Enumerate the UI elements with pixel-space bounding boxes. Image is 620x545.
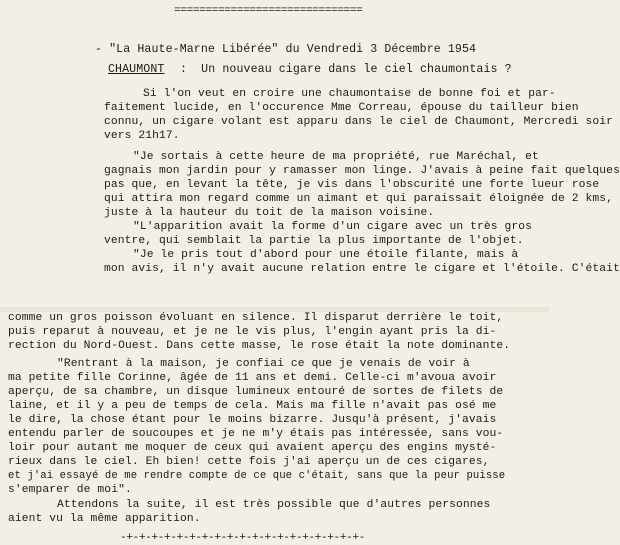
text-line: ma petite fille Corinne, âgée de 11 ans et demi. Celle-ci m'avoua avoir [8,372,497,384]
text-line: faitement lucide, en l'occurence Mme Correau, épouse du tailleur bien [104,102,579,114]
text-line: comme un gros poisson évoluant en silence. Il disparut derrière le toit, [8,312,504,324]
text-line: puis reparut à nouveau, et je ne le vis plus, l'engin ayant pris la di- [8,326,497,338]
text-line: gagnais mon jardin pour y ramasser mon linge. J'avais à peine fait quelques [104,165,620,177]
text-line: aient vu la même apparition. [8,513,201,525]
text-line: aperçu, de sa chambre, un disque lumineux entouré de sortes de filets de [8,386,504,398]
text-line: rieux dans le ciel. Eh bien! cette fois j'ai aperçu un de ces cigares, [8,456,490,468]
text-line: Attendons la suite, il est très possible que d'autres personnes [57,499,491,511]
place-name: CHAUMONT [108,63,165,76]
text-line: s'emparer de moi". [8,484,132,496]
text-line: juste à la hauteur du toit de la maison voisine. [104,207,435,219]
text-line: et j'ai essayé de me rendre compte de ce que c'était, sans que la peur puisse [8,470,506,482]
text-line: mon avis, il n'y avait aucune relation entre le cigare et l'étoile. C'était [104,263,620,275]
text-line: "L'apparition avait la forme d'un cigare avec un très gros [133,221,532,233]
top-rule: ============================== [174,5,363,17]
text-line: "Je le pris tout d'abord pour une étoile filante, mais à [133,249,519,261]
text-line: laine, et il y a peu de temps de cela. Mais ma fille n'avait pas osé me [8,400,497,412]
text-line: Si l'on veut en croire une chaumontaise de bonne foi et par- [143,88,556,100]
text-line: rection du Nord-Ouest. Dans cette masse, le rose était la note dominante. [8,340,511,352]
text-line: ventre, qui semblait la partie la plus importante de l'objet. [104,235,524,247]
text-line: qui attira mon regard comme un aimant et qui paraissait éloignée de 2 kms, [104,193,614,205]
text-line: entendu parler de soucoupes et je ne m'y étais pas intéressée, sans vou- [8,428,504,440]
text-line: loir pour autant me moquer de ceux qui avaient aperçu des engins mysté- [8,442,497,454]
text-line: vers 21h17. [104,130,180,142]
text-line: "Je sortais à cette heure de ma propriété, rue Maréchal, et [133,151,539,163]
text-line: le dire, la chose étant pour le moins bizarre. Jusqu'à présent, j'avais [8,414,497,426]
headline: : Un nouveau cigare dans le ciel chaumontais ? [180,63,512,76]
text-line: "Rentrant à la maison, je confiai ce que je venais de voir à [57,358,470,370]
text-line: pas que, en levant la tête, je vis dans l'obscurité une forte lueur rose [104,179,600,191]
bottom-rule: -+-+-+-+-+-+-+-+-+-+-+-+-+-+-+-+-+-+-+- [120,532,365,544]
text-line: connu, un cigare volant est apparu dans le ciel de Chaumont, Mercredi soir [104,116,614,128]
source-line: - "La Haute-Marne Libérée" du Vendredi 3 Décembre 1954 [95,43,477,56]
